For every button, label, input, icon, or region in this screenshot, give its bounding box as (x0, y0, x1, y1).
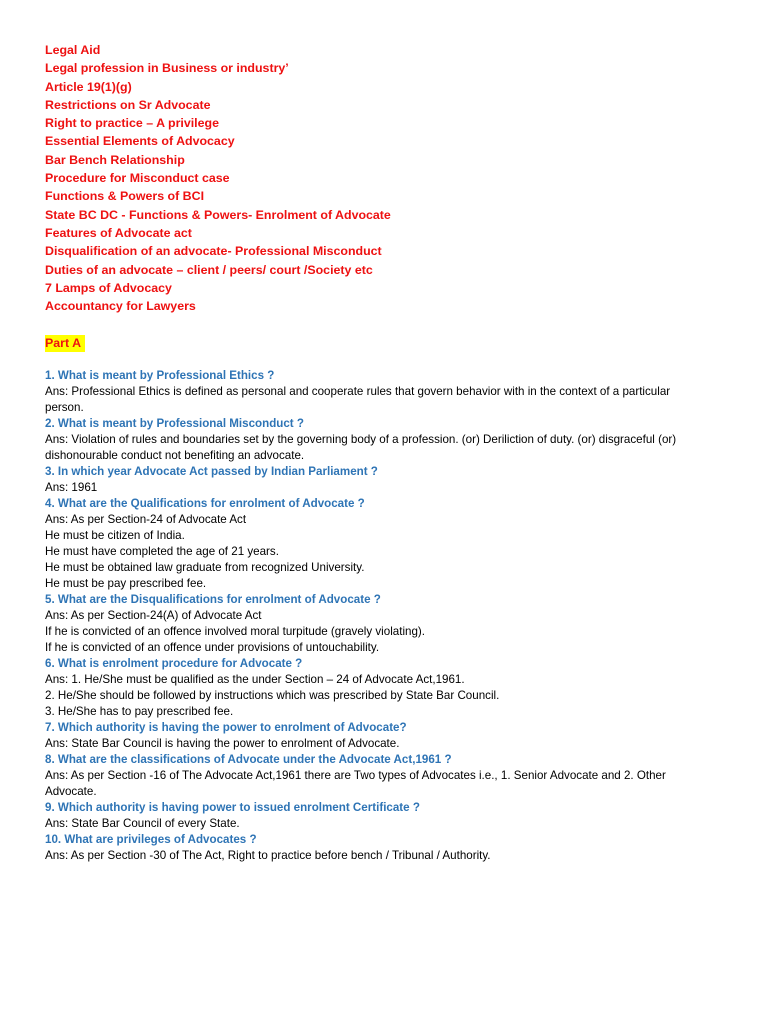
qa-section (45, 368, 685, 864)
answer-line: Ans: As per Section -30 of The Act, Right to practice before bench / Tribunal / Authority. (45, 849, 491, 863)
answer-line: If he is convicted of an offence under provisions of untouchability. (45, 641, 380, 655)
question: 3. In which year Advocate Act passed by Indian Parliament ? (45, 465, 378, 479)
question: 2. What is meant by Professional Misconduct ? (45, 417, 304, 431)
question: 5. What are the Disqualifications for enrolment of Advocate ? (45, 593, 381, 607)
answer-line: Ans: State Bar Council of every State. (45, 817, 240, 831)
answer-line: Ans: State Bar Council is having the power to enrolment of Advocate. (45, 737, 400, 751)
part-heading (45, 334, 745, 351)
topic-item: 7 Lamps of Advocacy (45, 280, 172, 295)
answer-line: Ans: 1961 (45, 481, 98, 495)
topic-item: Features of Advocate act (45, 225, 192, 240)
qa-item (45, 416, 685, 464)
answer-line: 3. He/She has to pay prescribed fee. (45, 705, 234, 719)
answer-line: Ans: As per Section-24 of Advocate Act (45, 513, 247, 527)
topic-item: Essential Elements of Advocacy (45, 134, 235, 149)
answer-line: 2. He/She should be followed by instructions which was prescribed by State Bar Council. (45, 689, 500, 703)
question: 7. Which authority is having the power to enrolment of Advocate? (45, 721, 407, 735)
topic-list (45, 41, 745, 315)
topic-item: Legal profession in Business or industry’ (45, 61, 289, 76)
topic-item: Legal Aid (45, 43, 101, 57)
answer-line: He must be obtained law graduate from recognized University. (45, 561, 365, 575)
topic-item: Restrictions on Sr Advocate (45, 97, 211, 112)
answer-line: He must have completed the age of 21 years. (45, 545, 279, 559)
answer-line: He must be pay prescribed fee. (45, 577, 207, 591)
qa-item (45, 464, 685, 496)
answer-line: If he is convicted of an offence involved moral turpitude (gravely violating). (45, 625, 426, 639)
topic-item: Functions & Powers of BCI (45, 189, 205, 204)
document-page (45, 41, 745, 864)
topic-item: Bar Bench Relationship (45, 152, 185, 167)
answer-line: Ans: Professional Ethics is defined as personal and cooperate rules that govern behavior with in the context of a particular person. (45, 385, 671, 415)
topic-item: Accountancy for Lawyers (45, 299, 196, 314)
qa-item (45, 720, 685, 752)
qa-item (45, 832, 685, 864)
answer-line: He must be citizen of India. (45, 529, 185, 543)
qa-item (45, 752, 685, 800)
question: 1. What is meant by Professional Ethics ? (45, 369, 275, 383)
topic-item: Duties of an advocate – client / peers/ court /Society etc (45, 262, 373, 277)
topic-item: Right to practice – A privilege (45, 116, 219, 131)
topic-item: Disqualification of an advocate- Professional Misconduct (45, 244, 382, 259)
answer-line: Ans: 1. He/She must be qualified as the under Section – 24 of Advocate Act,1961. (45, 673, 465, 687)
answer-line: Ans: As per Section-24(A) of Advocate Act (45, 609, 262, 623)
question: 9. Which authority is having power to issued enrolment Certificate ? (45, 801, 420, 815)
qa-item (45, 656, 685, 720)
question: 8. What are the classifications of Advocate under the Advocate Act,1961 ? (45, 753, 452, 767)
question: 4. What are the Qualifications for enrolment of Advocate ? (45, 497, 365, 511)
qa-item (45, 592, 685, 656)
part-label-highlight: Part A (45, 335, 85, 352)
qa-item (45, 496, 685, 592)
question: 10. What are privileges of Advocates ? (45, 833, 257, 847)
answer-line: Ans: Violation of rules and boundaries set by the governing body of a profession. (or) Deriliction of duty. (or) disgraceful (or) dishonourable conduct not benefiting an advocate. (45, 433, 677, 463)
answer-line: Ans: As per Section -16 of The Advocate Act,1961 there are Two types of Advocates i.e., 1. Senior Advocate and 2. Other Advocate. (45, 769, 666, 799)
qa-item (45, 800, 685, 832)
question: 6. What is enrolment procedure for Advocate ? (45, 657, 303, 671)
topic-item: State BC DC - Functions & Powers- Enrolment of Advocate (45, 207, 391, 222)
topic-item: Article 19(1)(g) (45, 79, 132, 94)
topic-item: Procedure for Misconduct case (45, 171, 230, 186)
qa-item (45, 368, 685, 416)
